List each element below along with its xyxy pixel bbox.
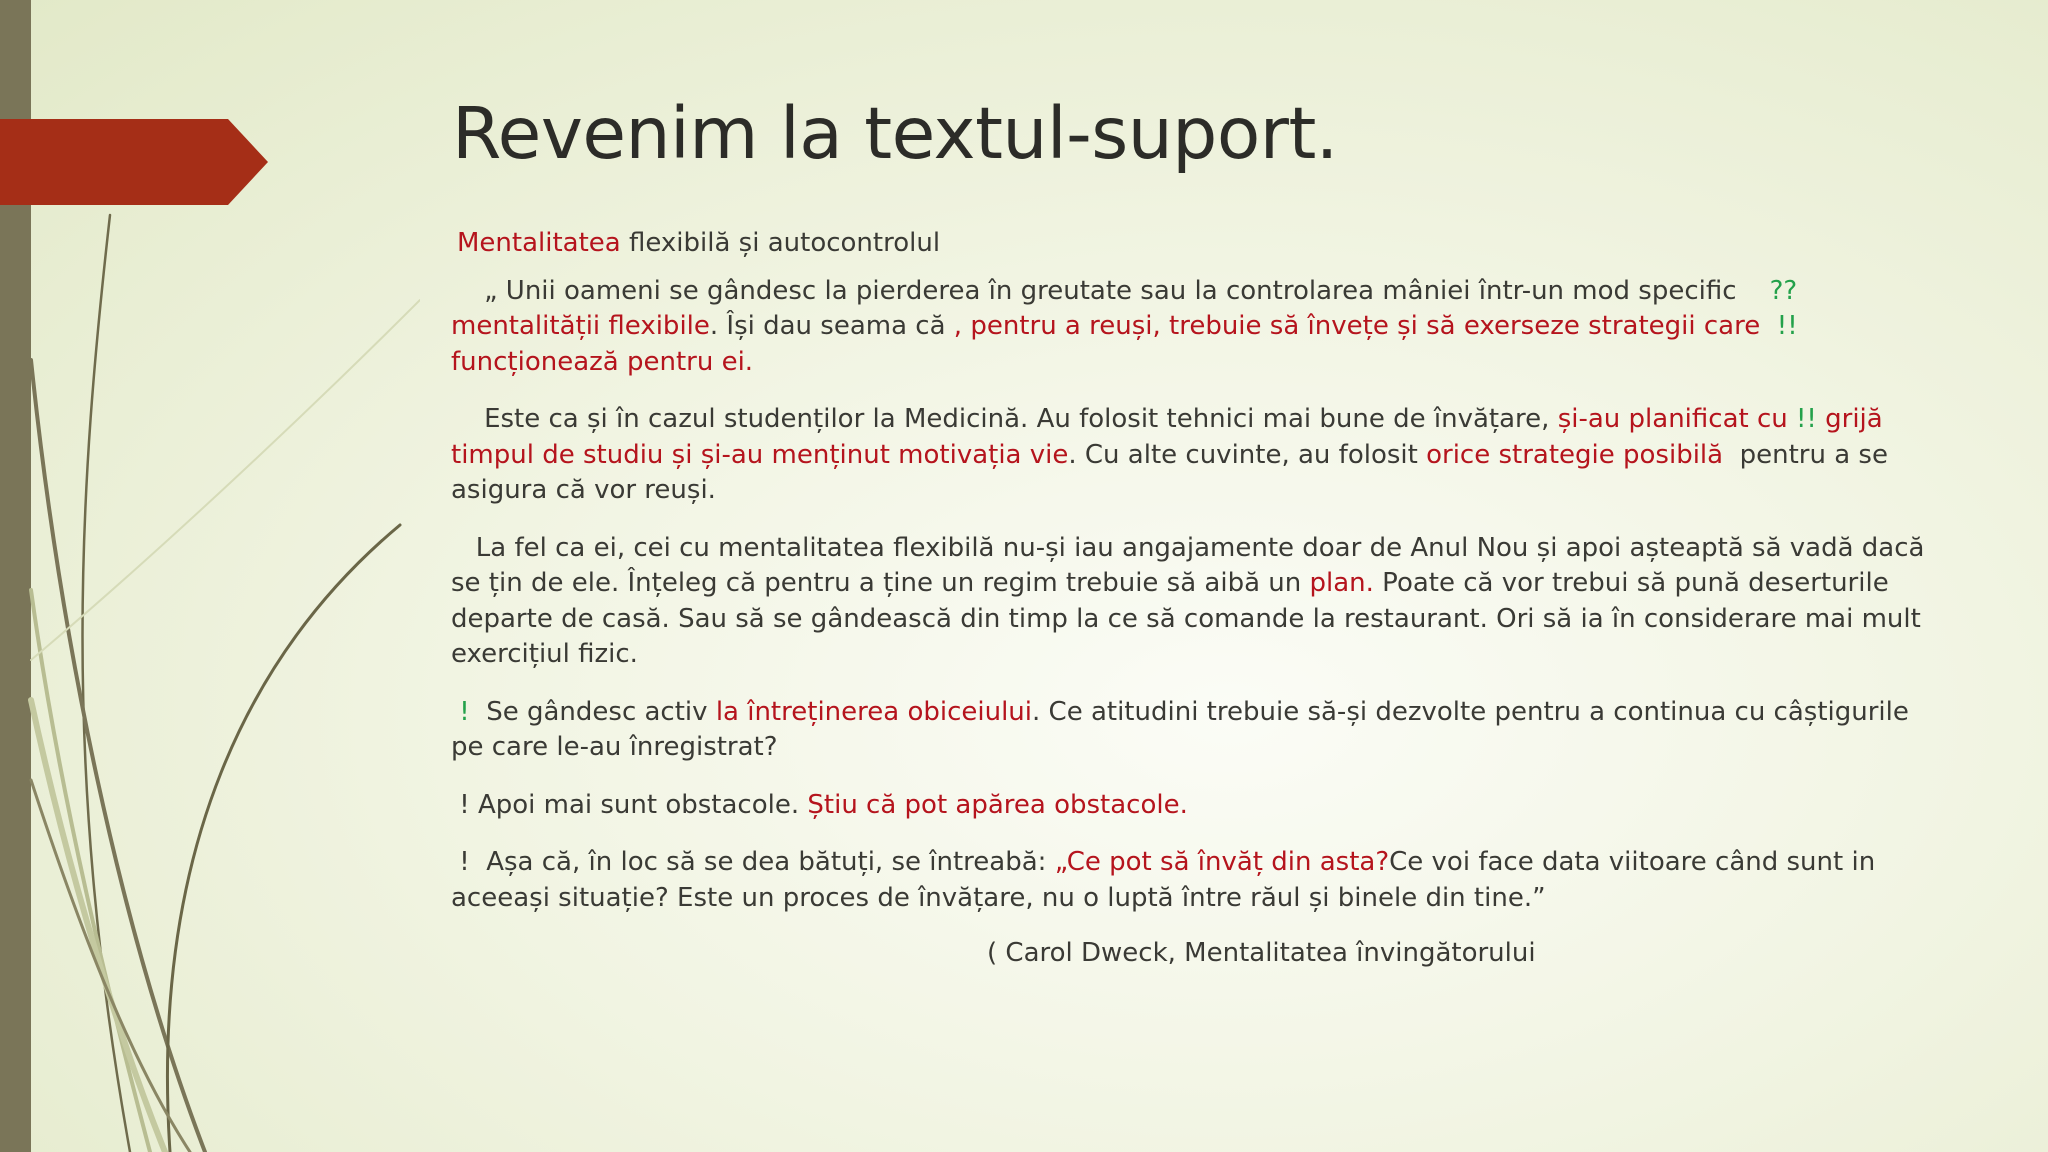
slide-body: [451, 226, 1931, 994]
paragraph-2: [451, 402, 1931, 509]
paragraph-6: [451, 845, 1931, 916]
subtitle-line: [451, 226, 1931, 262]
p2-text-2: . Cu alte cuvinte, au folosit: [1068, 439, 1427, 470]
p6-text-1: ! Așa că, în loc să se dea bătuți, se întreabă:: [451, 847, 1055, 877]
citation: ( Carol Dweck, Mentalitatea învingătorului: [987, 938, 1536, 968]
p2-red-1: și-au planificat cu: [1557, 404, 1796, 434]
p1-text-1: „ Unii oameni se gândesc la pierderea în greutate sau la controlarea mâniei într-un mod specific: [451, 275, 1770, 306]
p2-red-3: orice strategie posibilă: [1426, 439, 1724, 470]
p5-text-1: ! Apoi mai sunt obstacole.: [451, 789, 808, 820]
p1-red-1: mentalității flexibile: [451, 311, 710, 341]
p2-text-1: Este ca și în cazul studenților la Medicină. Au folosit tehnici mai bune de învățare,: [451, 404, 1558, 434]
p1-mark-1: ??: [1769, 275, 1798, 306]
title-accent-arrow: [0, 119, 268, 205]
subtitle-highlight: Mentalitatea: [457, 228, 621, 258]
p1-text-2: . Își dau seama că: [709, 311, 954, 341]
p1-red-2: , pentru a reuși, trebuie să învețe și să exerseze strategii care: [953, 311, 1769, 341]
p6-text-2: Ce voi face data viitoare când sunt in aceeași situație? Este un proces de învățare, nu o luptă între răul și binele din tine.”: [451, 847, 1884, 913]
paragraph-3: [451, 531, 1931, 673]
p5-red-1: Știu că pot apărea obstacole.: [807, 789, 1188, 820]
paragraph-4: [451, 695, 1931, 766]
paragraph-1: [451, 274, 1931, 381]
p3-red-1: plan.: [1309, 568, 1374, 598]
p4-text-1: Se gândesc activ: [477, 696, 716, 727]
p3-text-2: Poate că vor trebui să pună deserturile departe de casă. Sau să se gândească din timp la ce să comande la restaurant. Ori să ia în considerare mai mult exercițiul fizic.: [451, 568, 1930, 669]
p3-text-1: La fel ca ei, cei cu mentalitatea flexibilă nu-și iau angajamente doar de Anul Nou și apoi așteaptă să vadă dacă se țin de ele. Înțeleg că pentru a ține un regim trebuie să aibă un: [451, 532, 1933, 598]
p4-mark-1: !: [451, 696, 478, 727]
p6-red-1: „Ce pot să învăț din asta?: [1054, 847, 1390, 877]
p2-text-3: pentru a se asigura că vor reuși.: [451, 439, 1897, 505]
p2-red-2: grijă timpul de studiu și și-au menținut motivația vie: [451, 404, 1891, 470]
p1-red-3: funcționează pentru ei.: [451, 346, 754, 377]
p4-text-2: . Ce atitudini trebuie să-și dezvolte pentru a continua cu câștigurile pe care le-au înregistrat?: [451, 696, 1918, 762]
subtitle-rest: flexibilă și autocontrolul: [620, 228, 941, 258]
p4-red-1: la întreținerea obiceiului: [715, 696, 1033, 727]
p2-mark-1: !!: [1796, 404, 1817, 434]
p1-mark-2: !!: [1768, 311, 1798, 341]
slide-title: Revenim la textul-suport.: [452, 92, 1338, 175]
paragraph-5: [451, 788, 1931, 824]
